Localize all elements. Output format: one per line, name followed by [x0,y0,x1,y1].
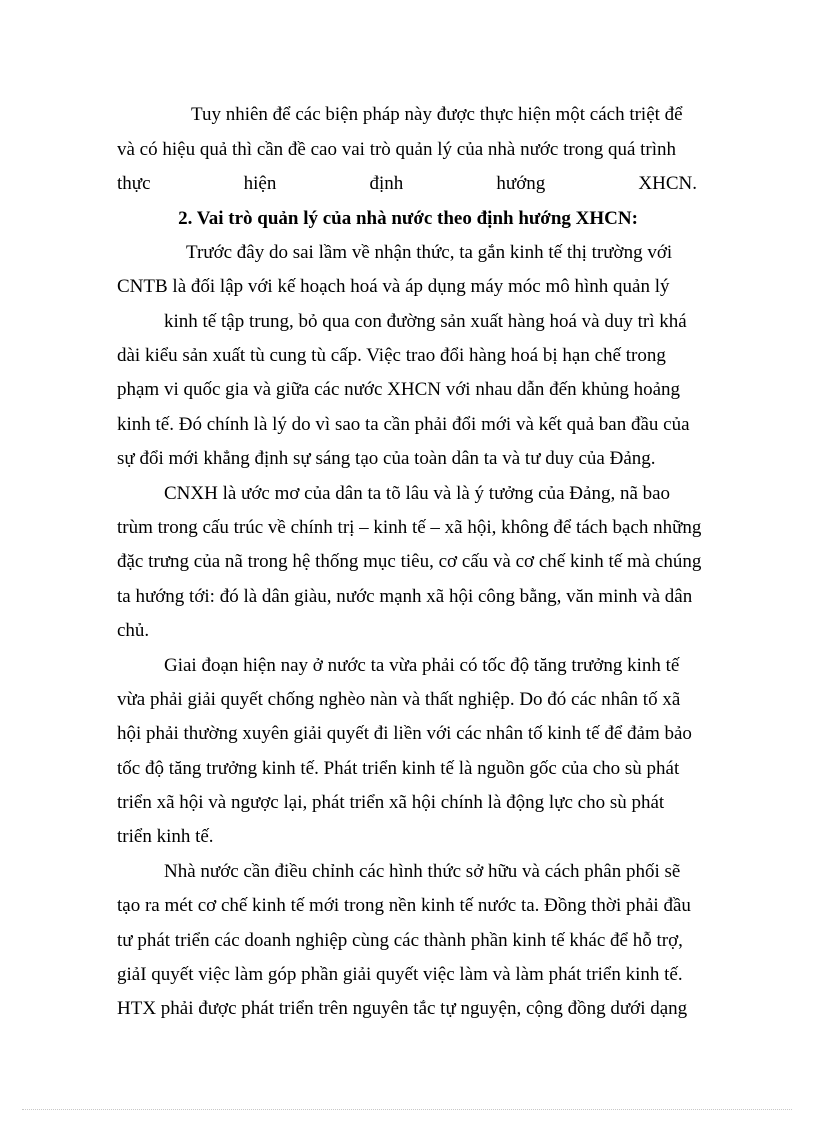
para2-line: kinh tế tập trung, bỏ qua con đường sản xuất hàng hoá và duy trì khá [164,311,687,332]
para1-line-3-word: thực [117,173,151,194]
para4-line: vừa phải giải quyết chống nghèo nàn và thất nghiệp. Do đó các nhân tố xã [117,689,681,710]
para3-line: trùm trong cấu trúc về chính trị – kinh tế – xã hội, không để tách bạch những [117,517,702,538]
para5-line: Nhà nước cần điều chỉnh các hình thức sở hữu và cách phân phối sẽ [164,861,681,882]
footer-dotted-rule [22,1109,792,1110]
para2-line: phạm vi quốc gia và giữa các nước XHCN với nhau dẫn đến khủng hoảng [117,379,681,400]
para3-line: CNXH là ước mơ của dân ta tõ lâu và là ý tưởng của Đảng, nã bao [164,483,671,504]
para1-line-3-word: hiện [243,173,277,194]
para2-line: kinh tế. Đó chính là lý do vì sao ta cần phải đổi mới và kết quả ban đầu của [117,414,690,435]
para4-line: hội phải thường xuyên giải quyết đi liền với các nhân tố kinh tế để đảm bảo [117,723,692,744]
para3-line: ta hướng tới: đó là dân giàu, nước mạnh xã hội công bằng, văn minh và dân [117,586,693,607]
para1-line-1: Tuy nhiên để các biện pháp này được thực hiện một cách triệt để [191,104,683,125]
para3-line: chủ. [117,620,150,641]
para4-line: tốc độ tăng trưởng kinh tế. Phát triển kinh tế là nguồn gốc của cho sù phát [117,758,680,779]
para2-line: sự đổi mới khẳng định sự sáng tạo của toàn dân ta và tư duy của Đảng. [117,448,656,469]
para1-line-3-word: định [369,173,404,194]
para2-line: dài kiểu sản xuất tù cung tù cấp. Việc trao đổi hàng hoá bị hạn chế trong [117,345,666,366]
para1-line-2: và có hiệu quả thì cần đề cao vai trò quản lý của nhà nước trong quá trình [117,139,677,160]
para1-line-3 [117,172,697,196]
para5-line: tư phát triển các doanh nghiệp cùng các thành phần kinh tế khác để hỗ trợ, [117,930,683,951]
para4-line: triển xã hội và ngược lại, phát triển xã hội chính là động lực cho sù phát [117,792,665,813]
para1-line-3-word: hướng [496,173,546,194]
para4-line: Giai đoạn hiện nay ở nước ta vừa phải có tốc độ tăng trưởng kinh tế [164,655,680,676]
para4-line: triển kinh tế. [117,826,214,847]
section-heading: 2. Vai trò quản lý của nhà nước theo định hướng XHCN: [178,208,638,229]
para5-line: tạo ra mét cơ chế kinh tế mới trong nền kinh tế nước ta. Đồng thời phải đầu [117,895,691,916]
para2-line: Trước đây do sai lầm về nhận thức, ta gắn kinh tế thị trường với [186,242,673,263]
para2-line: CNTB là đối lập với kế hoạch hoá và áp dụng máy móc mô hình quản lý [117,276,670,297]
para1-line-3-word: XHCN. [638,173,697,194]
para5-line: HTX phải được phát triển trên nguyên tắc tự nguyện, cộng đồng dưới dạng [117,998,688,1019]
para5-line: giảI quyết việc làm góp phần giải quyết việc làm và làm phát triển kinh tế. [117,964,683,985]
para3-line: đặc trưng của nã trong hệ thống mục tiêu, cơ cấu và cơ chế kinh tế mà chúng [117,551,702,572]
